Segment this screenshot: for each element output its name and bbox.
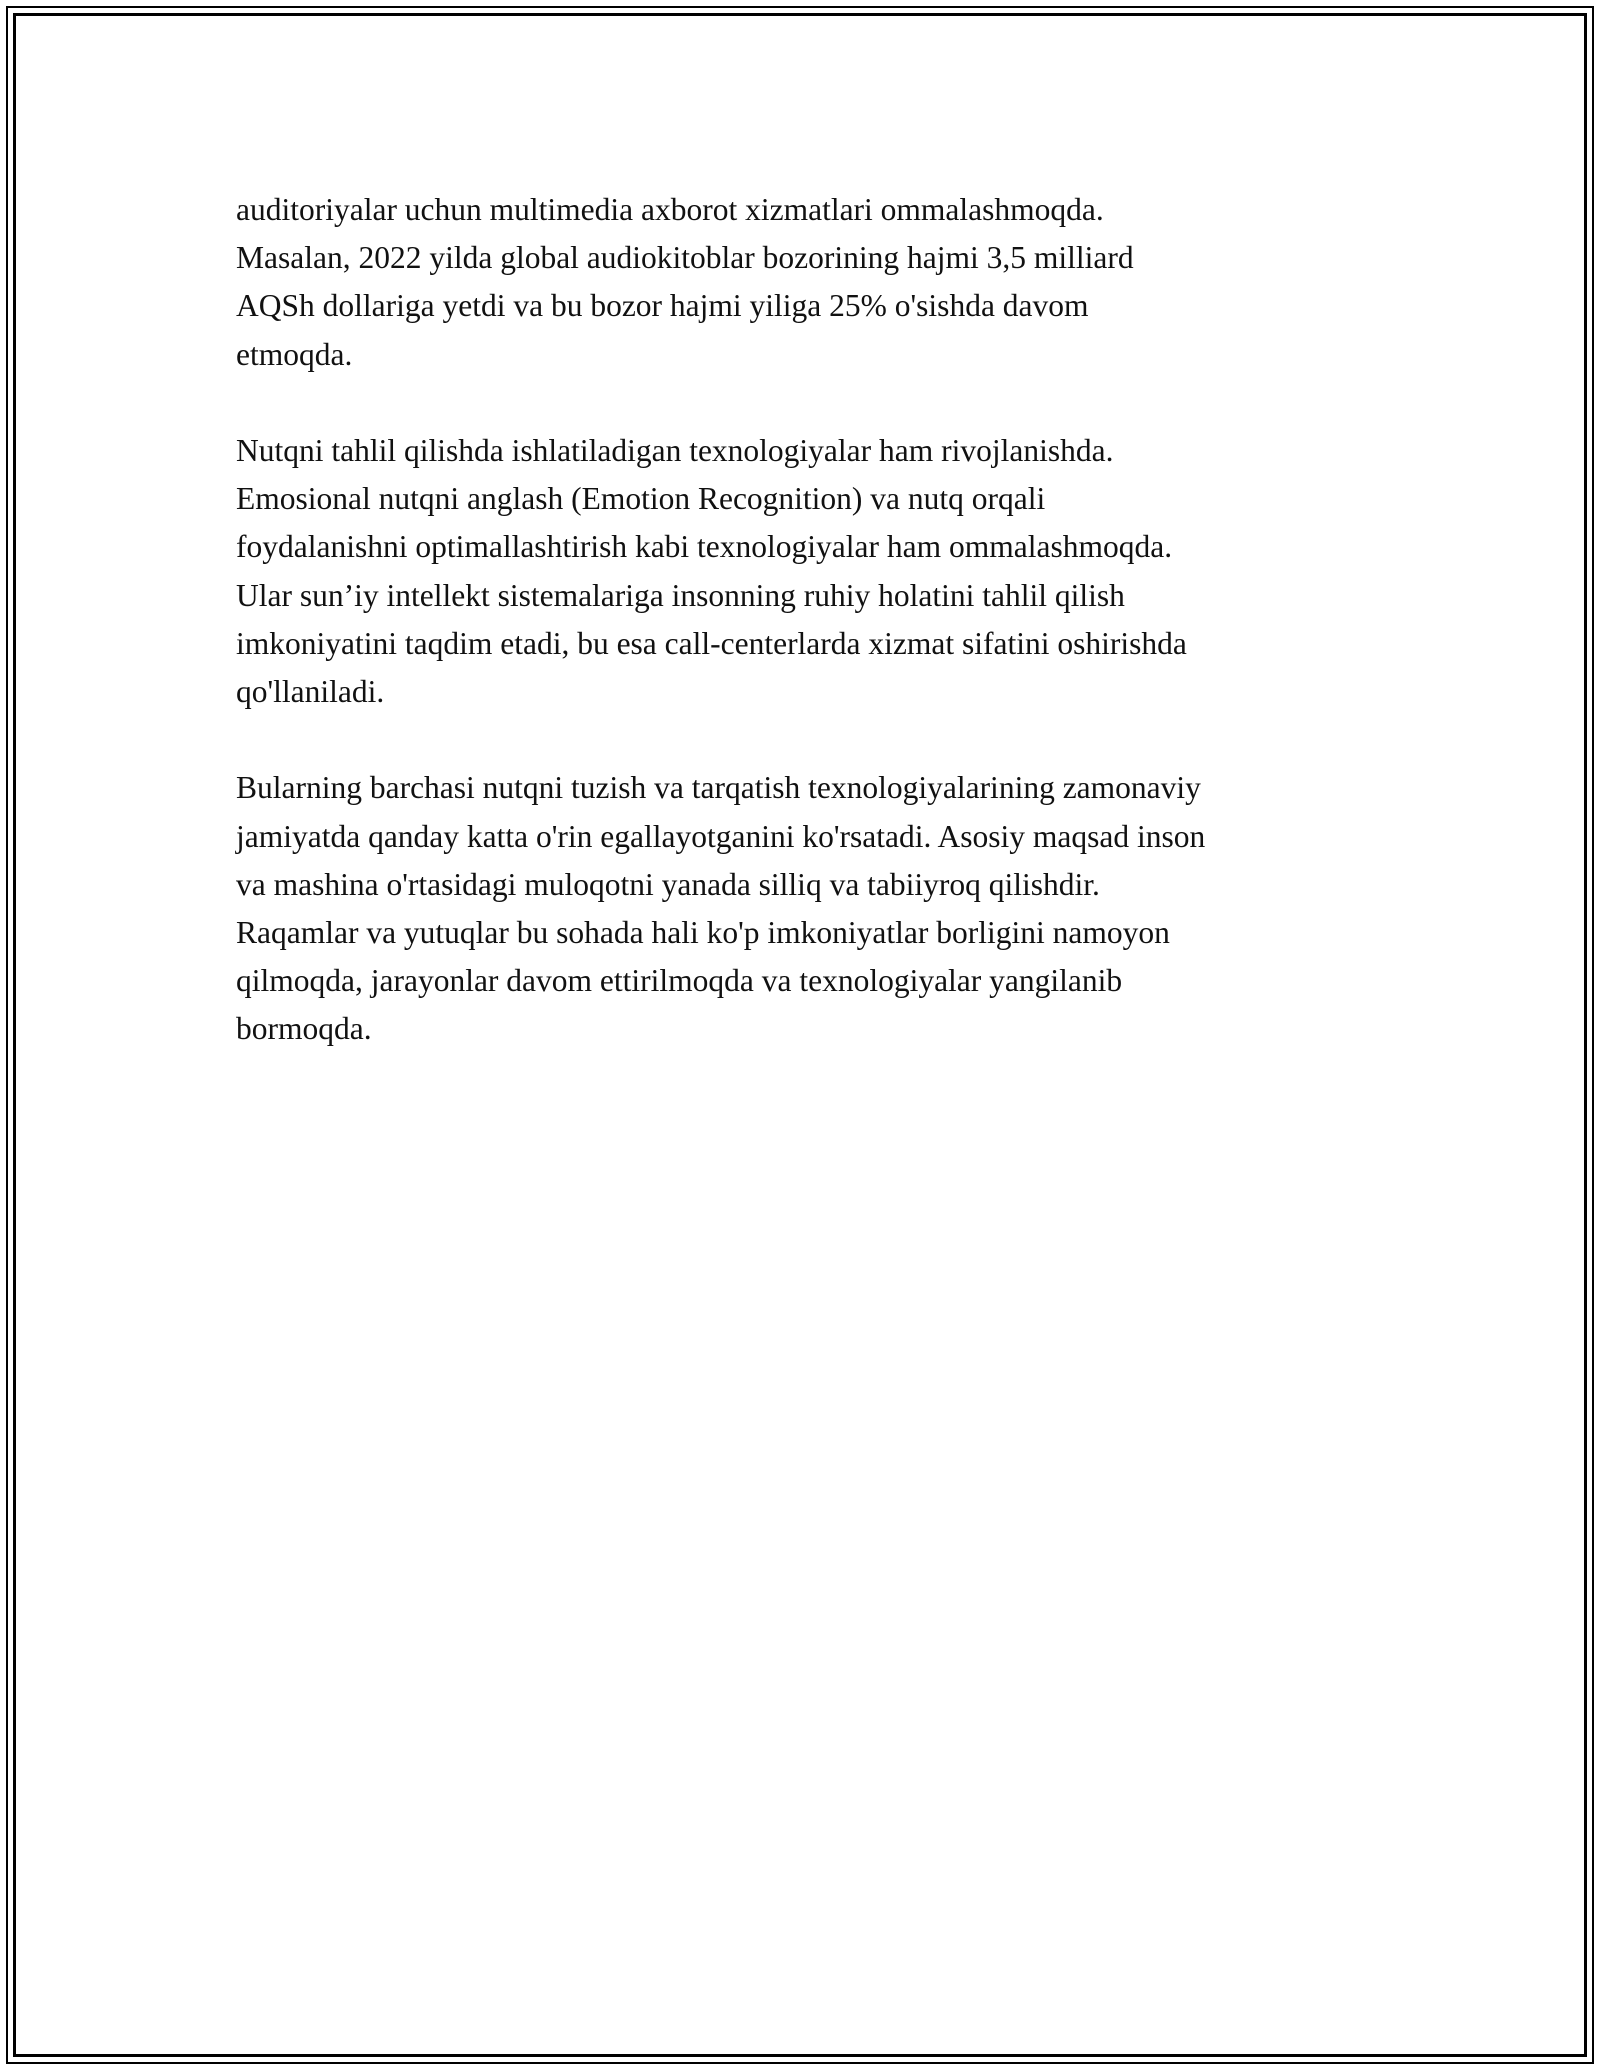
paragraph-line: auditoriyalar uchun multimedia axborot xizmatlari ommalashmoqda. bbox=[236, 192, 1104, 227]
paragraph-line: etmoqda. bbox=[236, 336, 353, 372]
paragraph-line: bormoqda. bbox=[236, 1011, 372, 1047]
paragraph-line: Emosional nutqni anglash (Emotion Recognition) va nutq orqali bbox=[236, 481, 1046, 517]
paragraph-line: Ular sun’iy intellekt sistemalariga insonning ruhiy holatini tahlil qilish bbox=[236, 577, 1125, 613]
paragraph-line: Raqamlar va yutuqlar bu sohada hali ko'p imkoniyatlar borligini namoyon bbox=[236, 915, 1170, 951]
paragraph-line: Bularning barchasi nutqni tuzish va tarqatish texnologiyalarining zamonaviy bbox=[236, 770, 1201, 806]
paragraph-1 bbox=[236, 186, 1396, 379]
paragraph-line: jamiyatda qanday katta o'rin egallayotganini ko'rsatadi. Asosiy maqsad inson bbox=[236, 818, 1206, 854]
paragraph-line: va mashina o'rtasidagi muloqotni yanada silliq va tabiiyroq qilishdir. bbox=[236, 866, 1100, 902]
paragraph-3 bbox=[236, 764, 1396, 1053]
paragraph-line: imkoniyatini taqdim etadi, bu esa call-centerlarda xizmat sifatini oshirishda bbox=[236, 625, 1187, 661]
paragraph-line: Masalan, 2022 yilda global audiokitoblar bozorining hajmi 3,5 milliard bbox=[236, 240, 1134, 276]
paragraph-line: foydalanishni optimallashtirish kabi texnologiyalar ham ommalashmoqda. bbox=[236, 529, 1173, 565]
paragraph-line: AQSh dollariga yetdi va bu bozor hajmi yiliga 25% o'sishda davom bbox=[236, 288, 1089, 324]
document-body bbox=[236, 186, 1396, 1102]
paragraph-line: qilmoqda, jarayonlar davom ettirilmoqda va texnologiyalar yangilanib bbox=[236, 963, 1123, 999]
paragraph-2 bbox=[236, 427, 1396, 716]
paragraph-line: Nutqni tahlil qilishda ishlatiladigan texnologiyalar ham rivojlanishda. bbox=[236, 433, 1114, 468]
paragraph-line: qo'llaniladi. bbox=[236, 674, 385, 710]
